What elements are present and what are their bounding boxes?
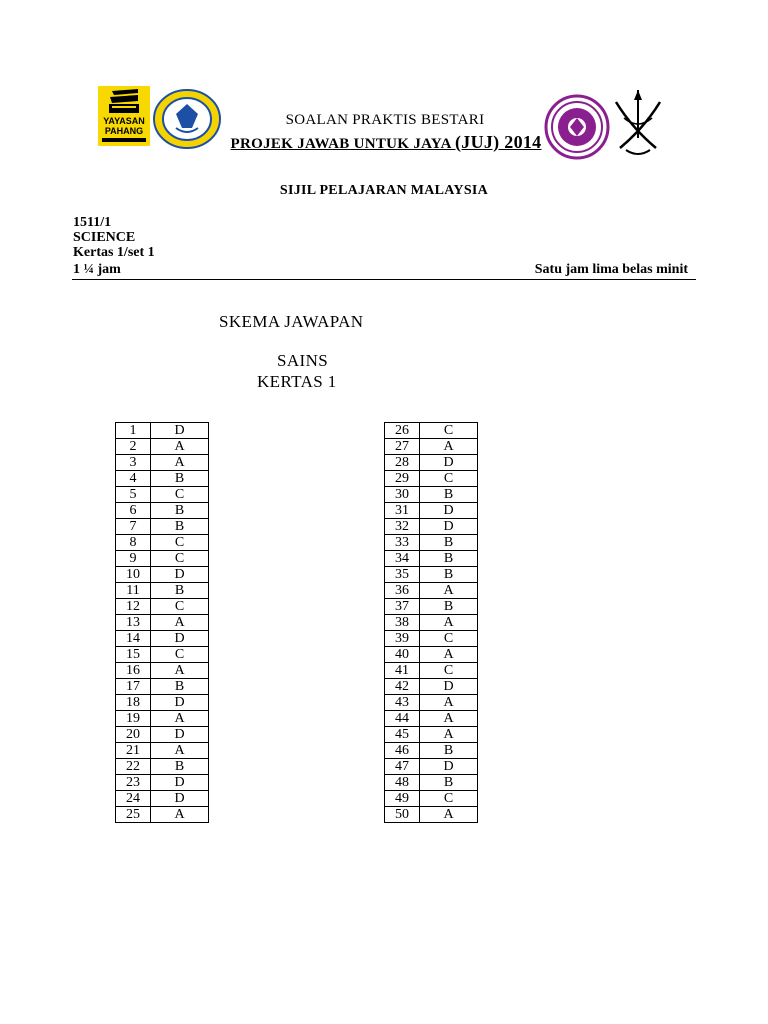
table-row: [116, 567, 209, 583]
duration-text: Satu jam lima belas minit: [534, 262, 688, 277]
answer-letter: A: [420, 583, 478, 599]
answer-letter: C: [420, 791, 478, 807]
answer-letter: A: [151, 455, 209, 471]
question-number: 18: [116, 695, 151, 711]
subject-title: SAINS: [277, 351, 329, 370]
question-number: 24: [116, 791, 151, 807]
table-row: [385, 647, 478, 663]
header-project-main: PROJEK JAWAB UNTUK JAYA: [230, 136, 455, 152]
state-crest: [612, 88, 664, 160]
question-number: 5: [116, 487, 151, 503]
paper-code: 1511/1: [73, 215, 112, 230]
answer-scheme-title: SKEMA JAWAPAN: [219, 312, 364, 331]
answer-letter: D: [151, 695, 209, 711]
question-number: 28: [385, 455, 420, 471]
table-row: [116, 599, 209, 615]
table-row: [116, 519, 209, 535]
question-number: 4: [116, 471, 151, 487]
answer-letter: C: [151, 487, 209, 503]
table-row: [385, 663, 478, 679]
paper-title: KERTAS 1: [257, 372, 337, 391]
table-row: [385, 551, 478, 567]
question-number: 29: [385, 471, 420, 487]
table-row: [385, 519, 478, 535]
table-row: [116, 471, 209, 487]
answer-letter: D: [151, 631, 209, 647]
answer-letter: B: [151, 471, 209, 487]
paper-set: Kertas 1/set 1: [73, 245, 155, 260]
table-row: [385, 631, 478, 647]
answer-table-right: [384, 422, 478, 823]
question-number: 40: [385, 647, 420, 663]
purple-seal: [544, 94, 610, 160]
table-row: [116, 679, 209, 695]
subject-name: SCIENCE: [73, 230, 136, 245]
answer-letter: D: [151, 727, 209, 743]
question-number: 36: [385, 583, 420, 599]
question-number: 13: [116, 615, 151, 631]
table-row: [385, 583, 478, 599]
answer-letter: D: [420, 679, 478, 695]
question-number: 41: [385, 663, 420, 679]
header-divider: [72, 279, 696, 280]
answer-letter: C: [420, 423, 478, 439]
header-project-year: (JUJ) 2014: [454, 132, 542, 152]
answer-letter: B: [151, 519, 209, 535]
answer-letter: B: [420, 599, 478, 615]
answer-letter: B: [151, 583, 209, 599]
header-exam-name: SIJIL PELAJARAN MALAYSIA: [279, 183, 489, 198]
question-number: 48: [385, 775, 420, 791]
answer-letter: A: [151, 743, 209, 759]
table-row: [385, 535, 478, 551]
table-row: [116, 807, 209, 823]
yayasan-text: YAYASAN: [103, 116, 145, 126]
question-number: 42: [385, 679, 420, 695]
jabatan-pelajaran-seal: [152, 88, 222, 150]
answer-letter: B: [420, 551, 478, 567]
table-row: [116, 743, 209, 759]
table-row: [116, 583, 209, 599]
question-number: 34: [385, 551, 420, 567]
answer-letter: A: [420, 615, 478, 631]
question-number: 20: [116, 727, 151, 743]
question-number: 45: [385, 727, 420, 743]
question-number: 2: [116, 439, 151, 455]
question-number: 3: [116, 455, 151, 471]
question-number: 44: [385, 711, 420, 727]
question-number: 22: [116, 759, 151, 775]
question-number: 39: [385, 631, 420, 647]
answer-letter: A: [151, 711, 209, 727]
answer-letter: A: [151, 439, 209, 455]
table-row: [385, 599, 478, 615]
answer-letter: D: [151, 423, 209, 439]
question-number: 12: [116, 599, 151, 615]
table-row: [385, 503, 478, 519]
answer-letter: B: [151, 503, 209, 519]
answer-letter: C: [420, 631, 478, 647]
table-row: [385, 567, 478, 583]
answer-letter: C: [151, 647, 209, 663]
table-row: [116, 759, 209, 775]
answer-letter: B: [151, 679, 209, 695]
table-row: [385, 615, 478, 631]
table-row: [116, 503, 209, 519]
question-number: 37: [385, 599, 420, 615]
answer-letter: A: [420, 439, 478, 455]
question-number: 47: [385, 759, 420, 775]
table-row: [385, 679, 478, 695]
header-program-title: SOALAN PRAKTIS BESTARI: [285, 112, 485, 128]
table-row: [385, 791, 478, 807]
table-row: [116, 439, 209, 455]
table-row: [385, 423, 478, 439]
answer-letter: B: [151, 759, 209, 775]
table-row: [116, 791, 209, 807]
question-number: 32: [385, 519, 420, 535]
answer-letter: D: [420, 759, 478, 775]
answer-letter: A: [151, 615, 209, 631]
pahang-text: PAHANG: [104, 126, 144, 136]
question-number: 21: [116, 743, 151, 759]
question-number: 35: [385, 567, 420, 583]
table-row: [116, 647, 209, 663]
table-row: [385, 455, 478, 471]
table-row: [385, 471, 478, 487]
answer-letter: B: [420, 535, 478, 551]
answer-letter: D: [151, 567, 209, 583]
table-row: [116, 663, 209, 679]
question-number: 49: [385, 791, 420, 807]
table-row: [116, 487, 209, 503]
table-row: [385, 439, 478, 455]
answer-letter: A: [151, 663, 209, 679]
answer-table-left: [115, 422, 209, 823]
table-row: [116, 615, 209, 631]
table-row: [385, 759, 478, 775]
question-number: 46: [385, 743, 420, 759]
table-row: [116, 423, 209, 439]
answer-letter: C: [420, 663, 478, 679]
question-number: 15: [116, 647, 151, 663]
answer-letter: B: [420, 743, 478, 759]
question-number: 17: [116, 679, 151, 695]
answer-letter: C: [420, 471, 478, 487]
question-number: 1: [116, 423, 151, 439]
answer-letter: D: [151, 775, 209, 791]
answer-letter: C: [151, 599, 209, 615]
table-row: [116, 711, 209, 727]
question-number: 8: [116, 535, 151, 551]
question-number: 10: [116, 567, 151, 583]
table-row: [385, 487, 478, 503]
answer-letter: B: [420, 567, 478, 583]
question-number: 11: [116, 583, 151, 599]
question-number: 25: [116, 807, 151, 823]
answer-letter: D: [420, 519, 478, 535]
question-number: 14: [116, 631, 151, 647]
answer-letter: B: [420, 775, 478, 791]
question-number: 26: [385, 423, 420, 439]
question-number: 27: [385, 439, 420, 455]
table-row: [116, 551, 209, 567]
question-number: 38: [385, 615, 420, 631]
answer-letter: D: [420, 455, 478, 471]
table-row: [385, 775, 478, 791]
table-row: [116, 695, 209, 711]
question-number: 43: [385, 695, 420, 711]
answer-letter: A: [151, 807, 209, 823]
question-number: 9: [116, 551, 151, 567]
question-number: 50: [385, 807, 420, 823]
answer-letter: C: [151, 551, 209, 567]
question-number: 31: [385, 503, 420, 519]
answer-letter: A: [420, 807, 478, 823]
answer-letter: C: [151, 535, 209, 551]
table-row: [385, 711, 478, 727]
table-row: [116, 631, 209, 647]
table-row: [116, 535, 209, 551]
header-project-title: [230, 132, 542, 153]
answer-letter: A: [420, 711, 478, 727]
question-number: 7: [116, 519, 151, 535]
question-number: 6: [116, 503, 151, 519]
answer-letter: A: [420, 695, 478, 711]
table-row: [385, 727, 478, 743]
table-row: [385, 695, 478, 711]
answer-letter: A: [420, 647, 478, 663]
duration: 1 ¼ jam: [73, 262, 121, 277]
question-number: 23: [116, 775, 151, 791]
table-row: [385, 807, 478, 823]
question-number: 16: [116, 663, 151, 679]
answer-letter: D: [420, 503, 478, 519]
table-row: [116, 455, 209, 471]
question-number: 33: [385, 535, 420, 551]
table-row: [116, 775, 209, 791]
answer-letter: A: [420, 727, 478, 743]
table-row: [116, 727, 209, 743]
question-number: 30: [385, 487, 420, 503]
answer-letter: D: [151, 791, 209, 807]
question-number: 19: [116, 711, 151, 727]
yayasan-pahang-logo: [98, 86, 150, 146]
table-row: [385, 743, 478, 759]
answer-letter: B: [420, 487, 478, 503]
